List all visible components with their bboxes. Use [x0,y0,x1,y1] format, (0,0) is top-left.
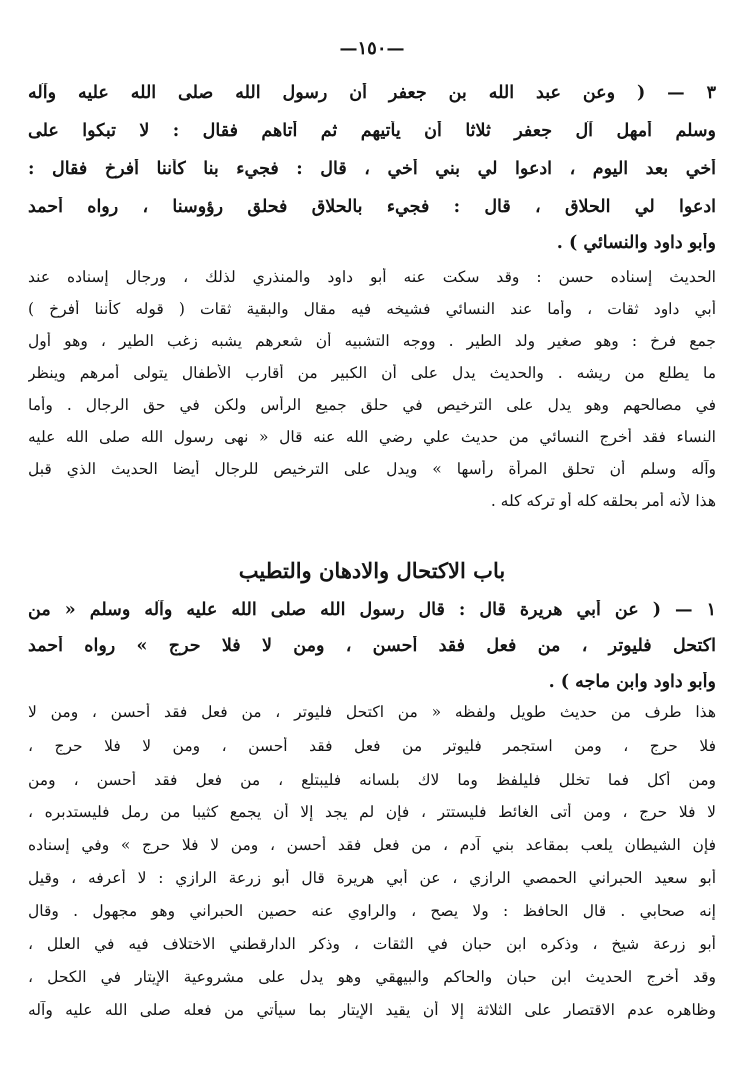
commentary-1-line: أبو سعيد الحبراني الحمصي الرازي ، عن أبي هريرة قال أبو زرعة الرازي : لا أعرفه ، وقيل [28,869,716,887]
hadith-1-line: وأبو داود وابن ماجه ) . [548,672,716,692]
book-page [28,28,716,1063]
hadith-1 [28,600,716,710]
hadith-3-line: أخي بعد اليوم ، ادعوا لي بني أخي ، قال : فجيء بنا كأننا أفرخ فقال : [28,159,716,179]
commentary-1-line: فلا حرج ، ومن استجمر فليوتر من فعل فقد أحسن ، ومن لا فلا حرج ، [28,737,716,755]
hadith-3-line: وأبو داود والنسائي ) . [556,233,716,253]
commentary-3-line: أبي داود ثقات ، وأما عند النسائي فشيخه فيه مقال والبقية ثقات ( قوله كأننا أفرخ ) [28,300,716,318]
hadith-3 [28,83,716,273]
commentary-3-line: هذا لأنه أمر بحلقه كله أو تركه كله . [490,492,716,510]
commentary-3-line: الحديث إسناده حسن : وقد سكت عنه أبو داود والمنذري لذلك ، ورجال إسناده عند [28,268,716,286]
hadith-3-line: ادعوا لي الحلاق ، قال : فجيء بالحلاق فحلق رؤوسنا ، رواه أحمد [28,197,716,217]
commentary-3-line: ما يطلع من ريشه . والحديث يدل على أن الكبير من أقارب الأطفال يتولى أمرهم وينظر [28,364,716,382]
commentary-1-line: إنه صحابي . قال الحافظ : ولا يصح ، والراوي عنه حصين الحبراني وهو مجهول . وقال [28,902,716,920]
hadith-3-line: ٣ — ( وعن عبد الله بن جعفر أن رسول الله صلى الله عليه وآله [28,83,716,103]
chapter-title: باب الاكتحال والادهان والتطيب [238,558,506,583]
commentary-1-line: أبو زرعة شيخ ، وذكره ابن حبان في الثقات ، وذكر الدارقطني الاختلاف فيه في العلل ، [28,935,716,953]
commentary-1-line: هذا طرف من حديث طويل ولفظه « من اكتحل فليوتر ، من فعل فقد أحسن ، ومن لا [28,703,716,721]
commentary-1-line: لا فلا حرج ، ومن أتى الغائط فليستتر ، فإن لم يجد إلا أن يجمع كثيبا من رمل فليستدبره ، [28,803,716,821]
hadith-1-line: ١ — ( عن أبي هريرة قال : قال رسول الله صلى الله عليه وآله وسلم « من [28,600,716,620]
commentary-3-line: وآله وسلم أن تحلق المرأة رأسها » ويدل على الترخيص للرجال أيضا الحديث الذي قبل [28,460,716,478]
commentary-1-line: وقد أخرج الحديث ابن حبان والحاكم والبيهقي وهو يدل على مشروعية الإيتار في الكحل ، [28,968,716,986]
commentary-1-line: فإن الشيطان يلعب بمقاعد بني آدم ، من فعل فقد أحسن ، ومن لا فلا حرج » وفي إسناده [28,836,716,854]
commentary-3-line: جمع فرخ : وهو صغير ولد الطير . ووجه التشبيه أن شعرهم يشبه زغب الطير ، وهو أول [28,332,716,350]
commentary-3-line: في مصالحهم وهو يدل على الترخيص في حلق جميع الرأس ولكن في حق الرجال . وأما [28,396,716,414]
commentary-3-line: النساء فقد أخرج النسائي من حديث علي رضي الله عنه قال « نهى رسول الله صلى الله عليه [28,428,716,446]
hadith-1-line: اكتحل فليوتر ، من فعل فقد أحسن ، ومن لا فلا حرج » رواه أحمد [28,636,716,656]
page-number: —١٥٠— [339,38,405,59]
hadith-3-line: وسلم أمهل آل جعفر ثلاثا أن يأتيهم ثم أتاهم فقال : لا تبكوا على [28,121,716,141]
commentary-1-line: وظاهره عدم الاقتصار على الثلاثة إلا أن يقيد الإيتار بما سيأتي من فعله صلى الله عليه وآله [28,1001,716,1019]
commentary-1-line: ومن أكل فما تخلل فليلفظ وما لاك بلسانه فليبتلع ، من فعل فقد أحسن ، ومن [28,771,716,789]
commentary-1 [28,703,716,1058]
commentary-3 [28,268,716,528]
